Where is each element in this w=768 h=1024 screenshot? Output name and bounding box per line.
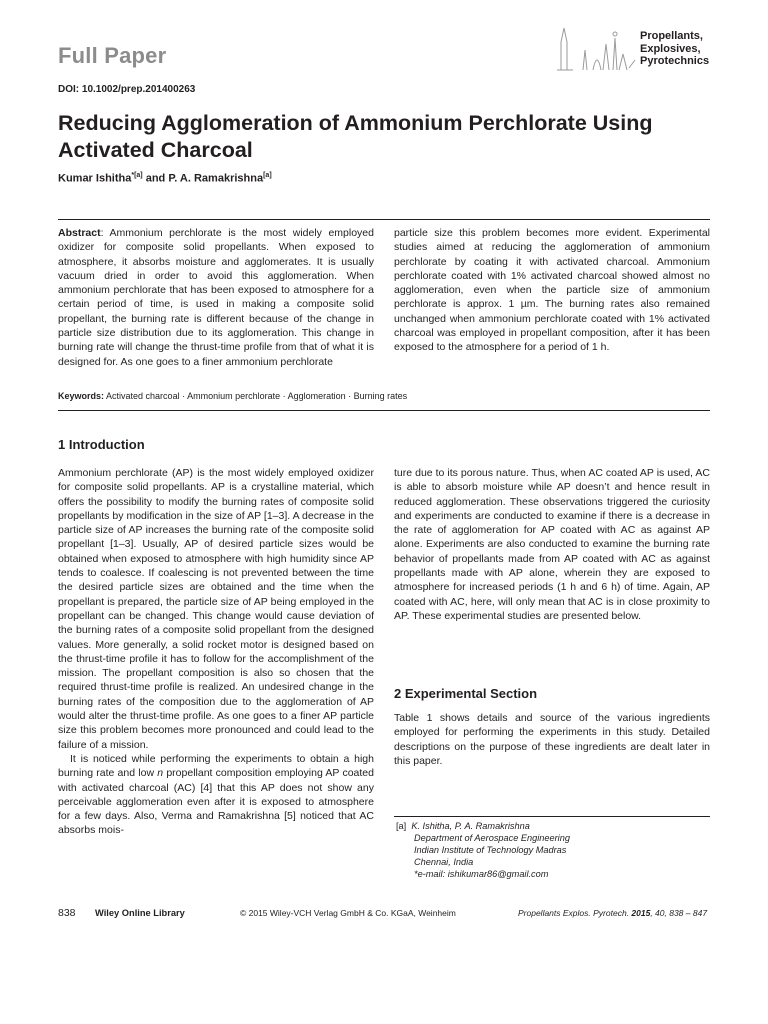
logo-line: Pyrotechnics bbox=[640, 55, 710, 67]
keywords-label: Keywords: bbox=[58, 391, 105, 401]
author-affiliation-mark: [a] bbox=[263, 172, 272, 179]
copyright: © 2015 Wiley-VCH Verlag GmbH & Co. KGaA, Weinheim bbox=[240, 908, 456, 918]
footnote-line: Indian Institute of Technology Madras bbox=[414, 845, 567, 855]
intro-left-column bbox=[58, 466, 374, 838]
footnote-marker: [a] bbox=[396, 821, 407, 831]
experimental-text: Table 1 shows details and source of the various ingredients employed for performing the experiments in this study. Detailed descriptions on the purpose of these ingredients are dealt later in this paper. bbox=[394, 712, 710, 767]
keywords-list: Activated charcoal · Ammonium perchlorate · Agglomeration · Burning rates bbox=[106, 391, 408, 401]
abstract-label: Abstract bbox=[58, 227, 101, 239]
doi: DOI: 10.1002/prep.201400263 bbox=[58, 84, 196, 95]
page-number: 838 bbox=[58, 907, 76, 919]
abstract-right-column bbox=[394, 226, 710, 355]
paper-title: Reducing Agglomeration of Ammonium Perchlorate Using Activated Charcoal bbox=[58, 111, 653, 162]
author-affiliation-mark: *[a] bbox=[131, 172, 143, 179]
journal-logo-text bbox=[640, 30, 709, 68]
footnote-rule bbox=[394, 816, 710, 817]
section-heading: 2 Experimental Section bbox=[394, 686, 538, 701]
footnote-email: *e-mail: ishikumar86@gmail.com bbox=[414, 869, 549, 879]
intro-right-column bbox=[394, 466, 710, 623]
abstract-text: : Ammonium perchlorate is the most widely employed oxidizer for composite solid propellants. When exposed to atmosphere, it absorbs moisture and agglomerates. It is usually vacuum dried in order to avoid this agglomeration. When ammonium perchlorate that has been exposed to atmosphere for a certain period of time, is used in making a composite solid propellant, the burning rate is different because of the change in particle size distribution due to its agglomeration. This change in burning rate will change the thrust-time profile from that of what it is designed for. As one goes to a finer ammonium perchlorate bbox=[58, 227, 374, 368]
author-name: P. A. Ramakrishna bbox=[168, 172, 264, 185]
authors bbox=[58, 172, 272, 185]
journal-section-label: Full Paper bbox=[58, 43, 167, 68]
abstract-text: particle size this problem becomes more evident. Experimental studies aimed at reducing the agglomeration of ammonium perchlorate by coating it with activated charcoal. Ammonium perchlorate coated with 1% activated charcoal showed almost no agglomeration, even when the particle size of ammonium perchlorate is approx. 1 µm. The burning rates also remained unchanged when ammonium perchlorate coated with 1% activated charcoal was employed in propellant composition, after it has been exposed to the atmosphere for a period of 1 h. bbox=[394, 227, 710, 354]
keywords bbox=[58, 391, 407, 401]
author-connector: and bbox=[142, 172, 169, 185]
paragraph: It is noticed while performing the experiments to obtain a high burning rate and low n propellant composition employing AP coated with activated charcoal (AC) [4] that this AP does not show any perceivable agglomeration even after it is exposed to atmosphere for a few days. Also, Verma and Ramakrishna [5] noticed that AC absorbs mois- bbox=[58, 752, 374, 837]
divider bbox=[58, 410, 710, 411]
library-label: Wiley Online Library bbox=[95, 908, 185, 918]
citation: Propellants Explos. Pyrotech. 2015, 40, 838 – 847 bbox=[518, 908, 708, 918]
divider bbox=[58, 219, 710, 220]
footnote-line: Chennai, India bbox=[414, 857, 474, 867]
paragraph: ture due to its porous nature. Thus, when AC coated AP is used, AC is able to absorb moisture while AP doesn’t and hence result in reduced agglomeration. These observations triggered the curiosity and experiments are conducted to examine if there is a decrease in the rate of agglomeration for AP coated with AC as against AP alone. Experiments are also conducted to examine the burning rate behavior of propellants made from AP coated with AC as against propellants made with AP alone, wherein they are exposed to atmosphere for increased periods (1 h and 6 h) of time. Again, AP coated with AC, here, will only mean that AC is in close proximity to AP. These experimental studies are presented below. bbox=[394, 467, 710, 622]
author-name: Kumar Ishitha bbox=[58, 172, 132, 185]
logo-line: Explosives, bbox=[640, 42, 701, 55]
section-heading: 1 Introduction bbox=[58, 437, 145, 452]
logo-line: Propellants, bbox=[640, 30, 703, 42]
footnote-line: Department of Aerospace Engineering bbox=[414, 833, 570, 843]
footnote-line: K. Ishitha, P. A. Ramakrishna bbox=[411, 821, 530, 831]
abstract-left-column bbox=[58, 226, 374, 369]
paragraph: Ammonium perchlorate (AP) is the most widely employed oxidizer for composite solid propellants. AP is a crystalline material, which offers the possibility to modify the burning rates of composite solid propellants by modification in the size of AP [1–3]. A decrease in the particle size of AP increases the burning rate of the composite solid propellant [1–3]. Usually, AP of desired particle sizes would be obtained when exposed to atmosphere with high humidity since AP tends to coalesce. If coalescing is not prevented between the time the desired particle sizes are obtained and the time when the propellant is prepared, the particle size of AP being employed in the propellant can be changed. This change would cause deviation of the burning rates of a composite solid propellant from the designed values. More generally, a solid rocket motor is designed based on the thrust-time profile it has to follow for the accomplishment of the mission. The propellant composition is also so chosen that the required thrust-time profile is realized. An undesired change in the burning rates of the composition due to the agglomeration of AP would alter the thrust-time profile. As one goes to a finer AP particle size this problem becomes more pronounced and could lead to the failure of a mission. bbox=[58, 467, 374, 751]
affiliation-footnote bbox=[396, 820, 712, 880]
